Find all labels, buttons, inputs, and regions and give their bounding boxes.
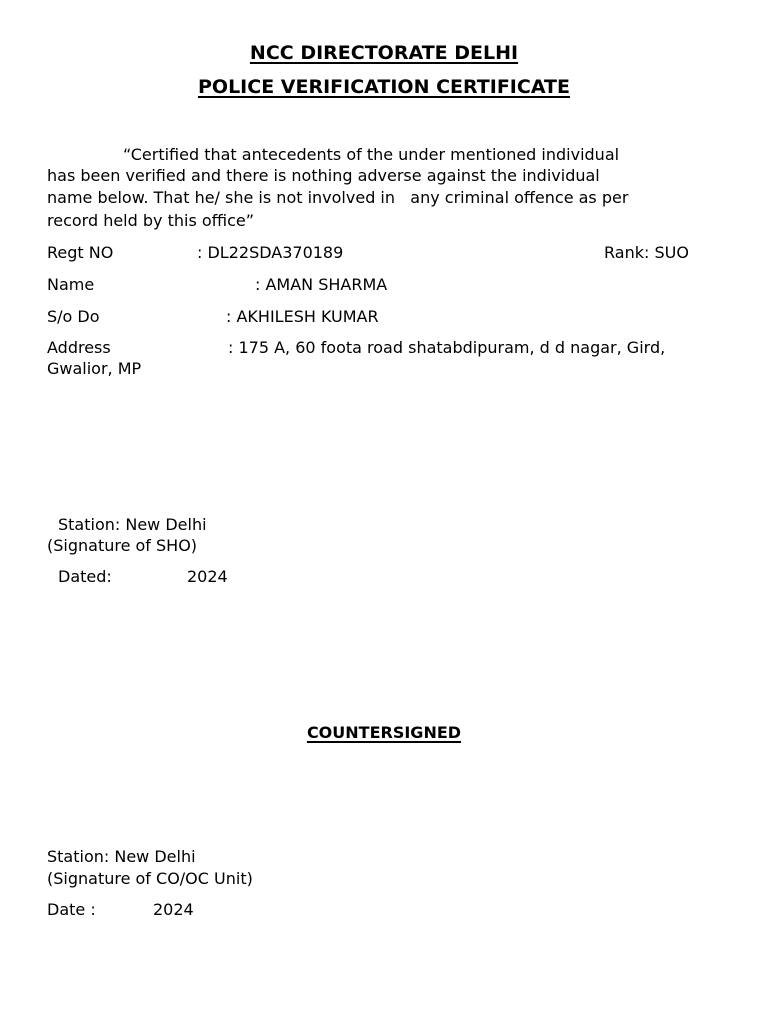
certificate-title: POLICE VERIFICATION CERTIFICATE bbox=[198, 76, 570, 98]
name-value: : AMAN SHARMA bbox=[255, 275, 388, 294]
certification-line-2: has been verified and there is nothing adverse against the individual bbox=[47, 166, 600, 185]
certification-line-4: record held by this office” bbox=[47, 211, 255, 230]
address-value-line-2: Gwalior, MP bbox=[47, 359, 142, 378]
sho-station: Station: New Delhi bbox=[58, 515, 207, 534]
certification-line-3: name below. That he/ she is not involved in any criminal offence as per bbox=[47, 188, 629, 207]
sho-dated-label: Dated: bbox=[58, 567, 112, 586]
sho-dated-year: 2024 bbox=[187, 567, 228, 586]
so-do-label: S/o Do bbox=[47, 307, 100, 326]
co-date-label: Date : bbox=[47, 900, 96, 919]
regt-no-label: Regt NO bbox=[47, 243, 114, 262]
sho-signature-label: (Signature of SHO) bbox=[47, 536, 198, 555]
address-value: : 175 A, 60 foota road shatabdipuram, d d nagar, Gird, bbox=[228, 338, 666, 357]
rank-field: Rank: SUO bbox=[604, 243, 689, 262]
name-label: Name bbox=[47, 275, 95, 294]
document-title: NCC DIRECTORATE DELHI bbox=[249, 42, 519, 64]
countersigned-heading: COUNTERSIGNED bbox=[306, 723, 462, 742]
address-label: Address bbox=[47, 338, 111, 357]
co-signature-label: (Signature of CO/OC Unit) bbox=[47, 869, 253, 888]
certification-line-1: “Certified that antecedents of the under mentioned individual bbox=[123, 145, 620, 164]
co-date-year: 2024 bbox=[153, 900, 194, 919]
co-station: Station: New Delhi bbox=[47, 847, 196, 866]
regt-no-value: : DL22SDA370189 bbox=[197, 243, 344, 262]
so-do-value: : AKHILESH KUMAR bbox=[226, 307, 379, 326]
